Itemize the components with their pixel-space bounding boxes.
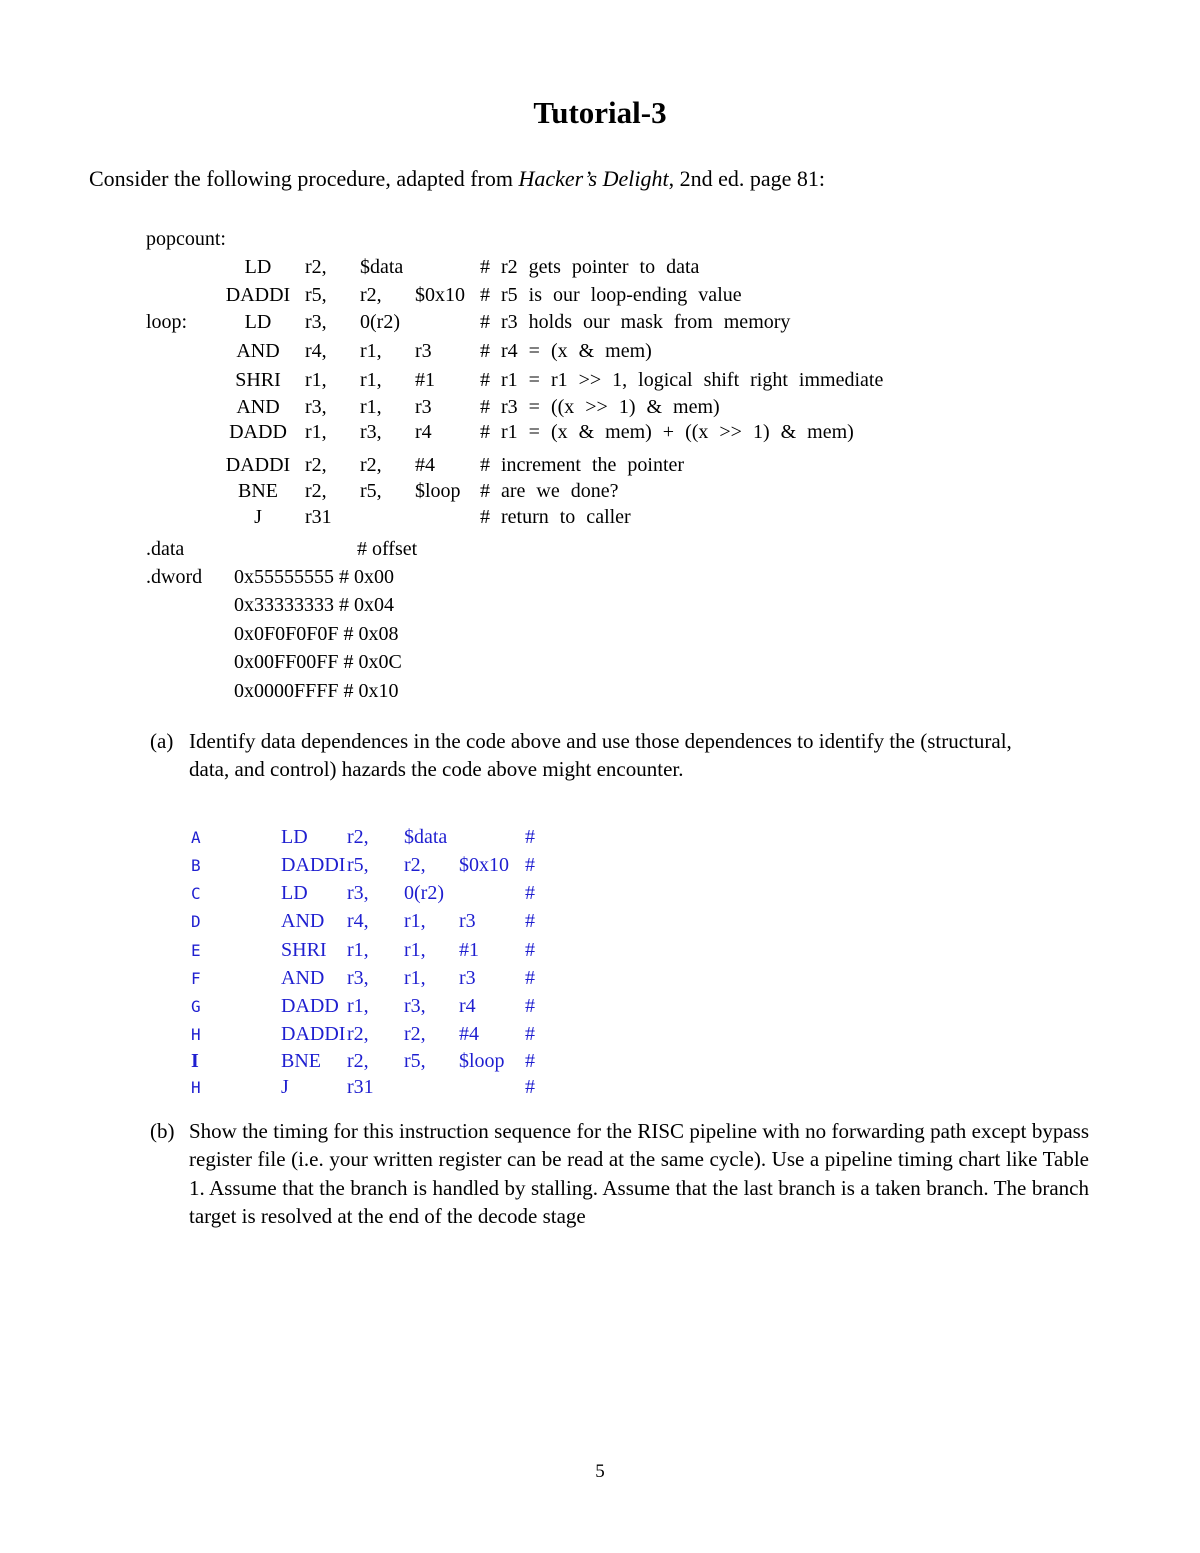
- intro-text: Consider the following procedure, adapted from: [89, 166, 519, 191]
- code-op: AND: [236, 340, 280, 362]
- page-number: 5: [595, 1461, 605, 1482]
- labeled-code-operand: r1,: [404, 910, 426, 932]
- labeled-code-hash: #: [525, 995, 535, 1017]
- question-a-text: Identify data dependences in the code above and use those dependences to identify the (structural, data, and control) hazards the code above might encounter.: [189, 729, 1012, 782]
- question-a-marker: (a): [150, 729, 174, 753]
- code-comment: # increment the pointer: [480, 454, 685, 476]
- labeled-code-op: J: [281, 1076, 289, 1098]
- labeled-code-label: F: [191, 969, 201, 988]
- code-op: J: [254, 506, 262, 528]
- code-operand: $loop: [415, 480, 461, 502]
- labeled-code-operand: r2,: [347, 1023, 369, 1045]
- intro-suffix: , 2nd ed. page 81:: [668, 166, 825, 191]
- labeled-code-operand: r5,: [404, 1050, 426, 1072]
- code-comment: # r3 holds our mask from memory: [480, 311, 791, 333]
- labeled-code-operand: r4,: [347, 910, 369, 932]
- labeled-code-operand: r1,: [347, 995, 369, 1017]
- labeled-code-operand: r3,: [347, 882, 369, 904]
- code-op: SHRI: [235, 369, 281, 391]
- code-operand: r1,: [305, 421, 327, 443]
- code-operand: #1: [415, 369, 435, 391]
- labeled-code-operand: r1,: [404, 939, 426, 961]
- code-operand: r2,: [305, 454, 327, 476]
- labeled-code-op: LD: [281, 826, 308, 848]
- code-operand: r5,: [360, 480, 382, 502]
- labeled-code-operand: #4: [459, 1023, 479, 1045]
- code-operand: r4,: [305, 340, 327, 362]
- code-op: LD: [244, 311, 272, 333]
- book-title: Hacker’s Delight: [518, 166, 669, 191]
- labeled-code-operand: r2,: [347, 826, 369, 848]
- code-comment: # are we done?: [480, 480, 619, 502]
- intro-sentence: [89, 166, 825, 192]
- labeled-code-operand: r5,: [347, 854, 369, 876]
- labeled-code-hash: #: [525, 882, 535, 904]
- code-op: BNE: [238, 480, 278, 502]
- code-operand: r5,: [305, 284, 327, 306]
- labeled-code-op: DADD: [281, 995, 339, 1017]
- labeled-code-operand: r31: [347, 1076, 374, 1098]
- labeled-code-hash: #: [525, 1050, 535, 1072]
- labeled-code-op: BNE: [281, 1050, 321, 1072]
- labeled-code-op: AND: [281, 910, 325, 932]
- labeled-code-operand: r3,: [347, 967, 369, 989]
- labeled-code-label: H: [191, 1025, 201, 1044]
- labeled-code-operand: r3: [459, 967, 476, 989]
- labeled-code-operand: $data: [404, 826, 448, 848]
- labeled-code-operand: r2,: [404, 1023, 426, 1045]
- labeled-code-op: SHRI: [281, 939, 327, 961]
- code-operand: r1,: [305, 369, 327, 391]
- code-operand: r2,: [360, 284, 382, 306]
- labeled-code-operand: 0(r2): [404, 882, 444, 904]
- code-operand: $0x10: [415, 284, 465, 306]
- code-comment: # r5 is our loop-ending value: [480, 284, 742, 306]
- code-operand: r3: [415, 396, 432, 418]
- labeled-code-hash: #: [525, 939, 535, 961]
- labeled-code-op: DADDI: [281, 854, 346, 876]
- code-operand: r3,: [360, 421, 382, 443]
- code-operand: r2,: [360, 454, 382, 476]
- labeled-code-label: B: [191, 856, 201, 875]
- question-b-marker: (b): [150, 1119, 175, 1143]
- labeled-code-label: H: [191, 1078, 201, 1097]
- labeled-code-op: DADDI: [281, 1023, 346, 1045]
- code-operand: r3: [415, 340, 432, 362]
- code-op: LD: [244, 256, 272, 278]
- labeled-code-hash: #: [525, 1076, 535, 1098]
- code-operand: r4: [415, 421, 432, 443]
- labeled-code-operand: r1,: [404, 967, 426, 989]
- code-operand: 0(r2): [360, 311, 400, 333]
- procedure-name: popcount:: [146, 228, 226, 250]
- code-operand: r2,: [305, 480, 327, 502]
- code-operand: r2,: [305, 256, 327, 278]
- labeled-code-label: A: [191, 828, 201, 847]
- code-operand: r1,: [360, 396, 382, 418]
- code-comment: # r1 = (x & mem) + ((x >> 1) & mem): [480, 421, 854, 443]
- labeled-code-op: AND: [281, 967, 325, 989]
- code-operand: $data: [360, 256, 404, 278]
- labeled-code-hash: #: [525, 910, 535, 932]
- data-entry: 0x33333333 # 0x04: [234, 594, 394, 616]
- dword-label: .dword: [146, 566, 203, 588]
- labeled-code-hash: #: [525, 854, 535, 876]
- code-comment: # r3 = ((x >> 1) & mem): [480, 396, 720, 418]
- labeled-code-label: I: [191, 1050, 199, 1072]
- labeled-code-operand: r1,: [347, 939, 369, 961]
- labeled-code-operand: r4: [459, 995, 476, 1017]
- code-comment: # return to caller: [480, 506, 631, 528]
- code-comment: # r1 = r1 >> 1, logical shift right immediate: [480, 369, 884, 391]
- code-comment: # r2 gets pointer to data: [480, 256, 700, 278]
- data-entry: 0x55555555 # 0x00: [234, 566, 394, 588]
- data-directive: .data: [146, 538, 185, 560]
- data-entry: 0x00FF00FF # 0x0C: [234, 651, 402, 673]
- data-entry: 0x0000FFFF # 0x10: [234, 680, 399, 702]
- labeled-code-operand: r3,: [404, 995, 426, 1017]
- question-b-text: Show the timing for this instruction sequence for the RISC pipeline with no forwarding path except bypass register file (i.e. your written register can be read at the same cycle). Use a pipeline timing chart like Table 1. Assume that the branch is handled by stalling. Assume that the last branch is a taken branch. The branch target is resolved at the end of the decode stage: [189, 1119, 1089, 1228]
- labeled-code-operand: r3: [459, 910, 476, 932]
- labeled-code-label: C: [191, 884, 201, 903]
- code-op: DADDI: [225, 284, 291, 306]
- code-operand: r3,: [305, 396, 327, 418]
- code-comment: # r4 = (x & mem): [480, 340, 652, 362]
- labeled-code-label: G: [191, 997, 201, 1016]
- labeled-code-hash: #: [525, 967, 535, 989]
- labeled-code-hash: #: [525, 1023, 535, 1045]
- code-operand: r3,: [305, 311, 327, 333]
- code-op: DADD: [229, 421, 287, 443]
- code-op: DADDI: [225, 454, 291, 476]
- labeled-code-operand: r2,: [347, 1050, 369, 1072]
- code-operand: #4: [415, 454, 435, 476]
- labeled-code-operand: r2,: [404, 854, 426, 876]
- data-entry: 0x0F0F0F0F # 0x08: [234, 623, 399, 645]
- labeled-code-op: LD: [281, 882, 308, 904]
- labeled-code-operand: #1: [459, 939, 479, 961]
- code-operand: r31: [305, 506, 332, 528]
- page-title: Tutorial-3: [533, 95, 667, 130]
- code-operand: r1,: [360, 340, 382, 362]
- offset-header: # offset: [357, 538, 418, 560]
- labeled-code-hash: #: [525, 826, 535, 848]
- code-operand: r1,: [360, 369, 382, 391]
- code-op: AND: [236, 396, 280, 418]
- labeled-code-operand: $0x10: [459, 854, 509, 876]
- code-label: loop:: [146, 311, 188, 333]
- labeled-code-operand: $loop: [459, 1050, 505, 1072]
- labeled-code-label: D: [191, 912, 201, 931]
- labeled-code-label: E: [191, 941, 201, 960]
